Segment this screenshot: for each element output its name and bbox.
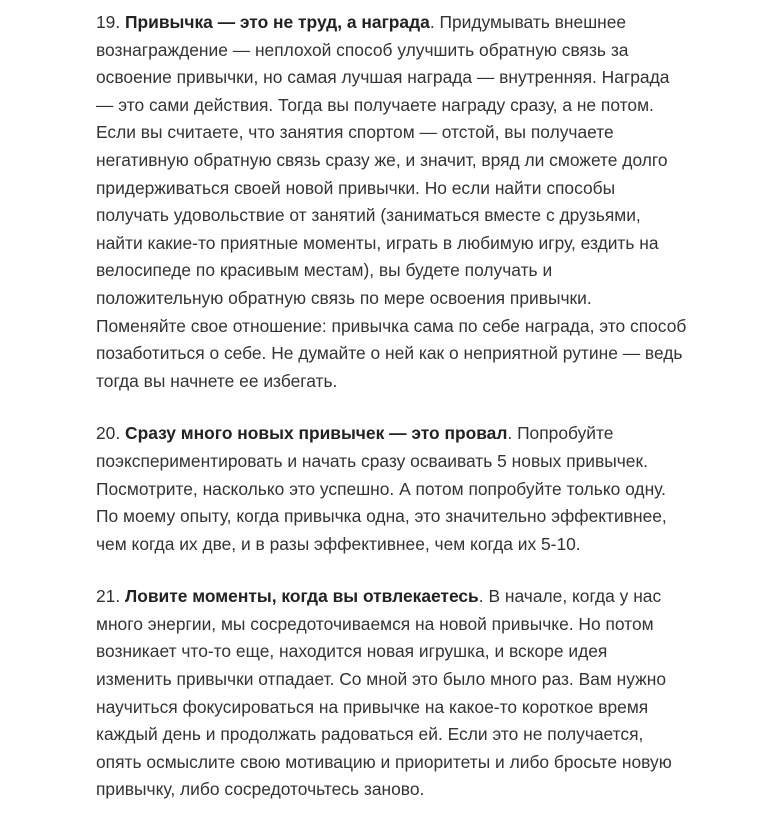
tip-text-line: Если вы считаете, что занятия спортом — отстой, вы получаете [96, 122, 614, 143]
tip-number: 19. [96, 12, 121, 32]
tip-text-line: Посмотрите, насколько это успешно. А потом попробуйте только одну. [96, 478, 666, 499]
tip-title: Ловите моменты, когда вы отвлекаетесь [125, 586, 479, 607]
tip-text-line: Поменяйте свое отношение: привычка сама по себе награда, это способ [96, 315, 687, 336]
tip-number: 20. [96, 423, 121, 444]
tip-text-line: велосипеде по красивым местам), вы будете получать и [96, 260, 553, 281]
tip-text-line: положительную обратную связь по мере освоения привычки. [96, 287, 592, 308]
tip-text-line: позаботиться о себе. Не думайте о ней как о неприятной рутине — ведь [96, 343, 683, 364]
tip-19: 19. Привычка — это не труд, а награда. Придумывать внешнее вознаграждение — неплохой способ улучшить обратную связь за освоение привычки, но самая лучшая награда — внутренняя. Награда — это сами действия. Тогда вы получаете награду сразу, а не потом. Если вы считаете, что занятия спортом — отстой, вы получаете негативную обратную связь сразу же, и значит, вряд ли сможете долго придерживаться своей новой привычки. Но если найти способы получать удовольствие от занятий (заниматься вместе с друзьями, найти какие-то приятные моменты, играть в любимую игру, ездить на велосипеде по красивым местам), вы будете получать и положительную обратную связь по мере освоения привычки. Поменяйте свое отношение: привычка сама по себе награда, это способ позаботиться о себе. Не думайте о ней как о неприятной рутине — ведь тогда вы начнете ее избегать. [96, 9, 686, 395]
tip-text-line: получать удовольствие от занятий (заниматься вместе с друзьями, [96, 205, 641, 226]
tip-text-line: — это сами действия. Тогда вы получаете награду сразу, а не потом. [96, 94, 654, 115]
tip-text-line: чем когда их две, и в разы эффективнее, чем когда их 5-10. [96, 533, 581, 554]
tip-text-line: возникает что-то еще, находится новая игрушка, и вскоре идея [96, 641, 608, 662]
tip-text-line: негативную обратную связь сразу же, и значит, вряд ли сможете долго [96, 149, 668, 170]
tip-text-line: опять осмыслите свою мотивацию и приоритеты и либо бросьте новую [96, 751, 672, 772]
tip-text-line: В начале, когда у нас [488, 586, 662, 607]
tip-text-line: По моему опыту, когда привычка одна, это значительно эффективнее, [96, 506, 667, 527]
tip-text-line: поэкспериментировать и начать сразу осваивать 5 новых привычек. [96, 450, 648, 471]
tip-text-line: изменить привычки отпадает. Со мной это было много раз. Вам нужно [96, 669, 667, 690]
tip-text-line: придерживаться своей новой привычки. Но если найти способы [96, 177, 616, 198]
tip-title: Сразу много новых привычек — это провал [125, 423, 508, 444]
tip-text-line: освоение привычки, но самая лучшая награда — внутренняя. Награда [96, 67, 670, 88]
tip-title: Привычка — это не труд, а награда [125, 12, 430, 32]
tip-text-line: вознаграждение — неплохой способ улучшить обратную связь за [96, 39, 629, 60]
tip-text-line: научиться фокусироваться на привычке на какое-то короткое время [96, 696, 649, 717]
tip-number: 21. [96, 586, 121, 607]
tip-21: 21. Ловите моменты, когда вы отвлекаетесь. В начале, когда у нас много энергии, мы сосредоточиваемся на новой привычке. Но потом возникает что-то еще, находится новая игрушка, и вскоре идея изменить привычки отпадает. Со мной это было много раз. Вам нужно научиться фокусироваться на привычке на какое-то короткое время каждый день и продолжать радоваться ей. Если это не получается, опять осмыслите свою мотивацию и приоритеты и либо бросьте новую привычку, либо сосредоточьтесь заново. [96, 583, 686, 804]
tip-text-line: много энергии, мы сосредоточиваемся на новой привычке. Но потом [96, 613, 654, 634]
article-body [96, 9, 686, 829]
tip-text-line: каждый день и продолжать радоваться ей. Если это не получается, [96, 724, 644, 745]
tip-text-line: привычку, либо сосредоточьтесь заново. [96, 779, 425, 800]
tip-text-line: тогда вы начнете ее избегать. [96, 370, 338, 391]
tip-20: 20. Сразу много новых привычек — это провал. Попробуйте поэкспериментировать и начать сразу осваивать 5 новых привычек. Посмотрите, насколько это успешно. А потом попробуйте только одну. По моему опыту, когда привычка одна, это значительно эффективнее, чем когда их две, и в разы эффективнее, чем когда их 5-10. [96, 420, 686, 558]
tip-text-line: Придумывать внешнее [439, 12, 627, 32]
tip-text-line: найти какие-то приятные моменты, играть в любимую игру, ездить на [96, 232, 659, 253]
tip-text-line: Попробуйте [517, 423, 614, 444]
